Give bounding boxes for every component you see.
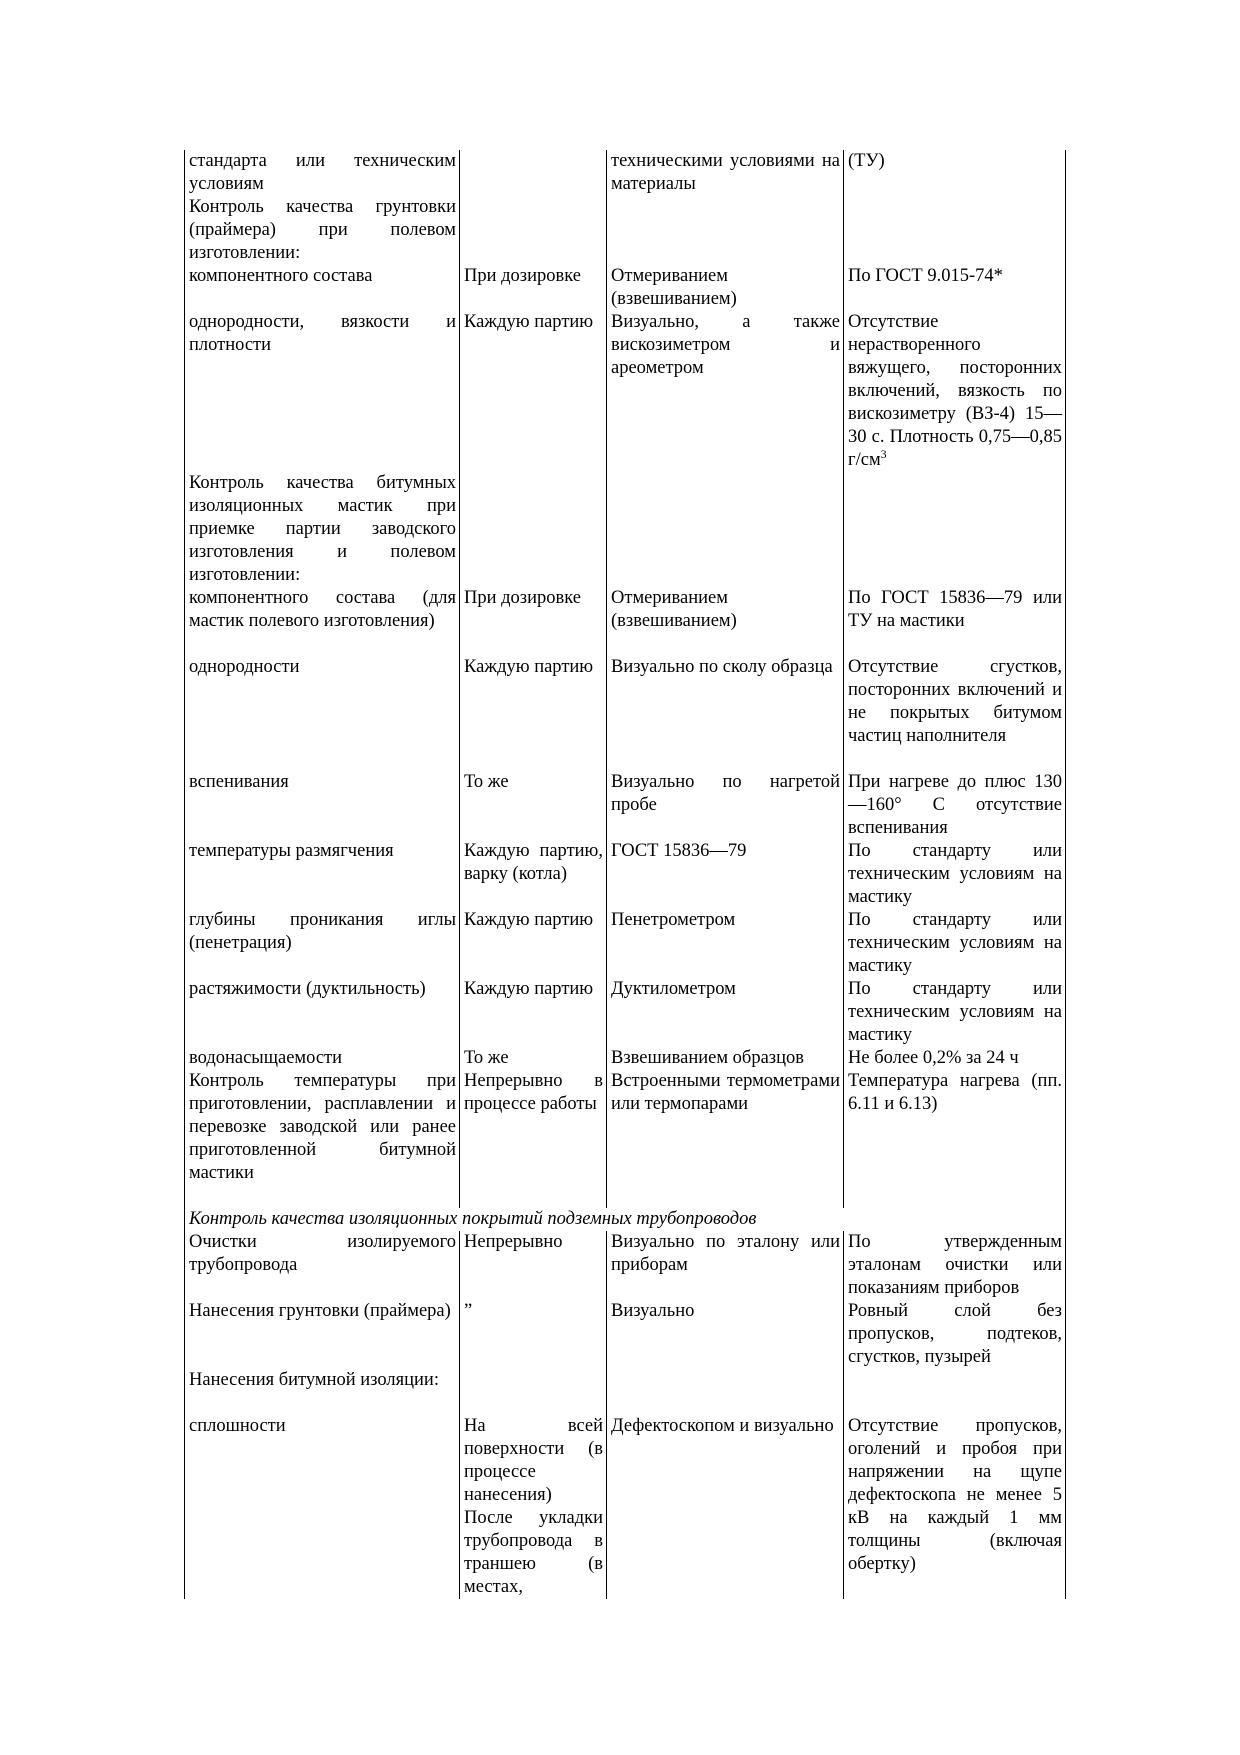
table-cell: вспенивания <box>185 771 460 840</box>
table-cell: ” <box>460 1300 607 1369</box>
table-cell: Отсутствие пропусков, оголений и пробоя при напряжении на щупе дефектоскопа не менее 5 кВ на каждый 1 мм толщины (включая обертку) <box>844 1415 1066 1599</box>
table-row <box>185 1415 1066 1599</box>
table-cell: По стандарту или техническим условиям на мастику <box>844 909 1066 978</box>
table-cell: При нагреве до плюс 130—160° С отсутствие вспенивания <box>844 771 1066 840</box>
table-row <box>185 909 1066 978</box>
table-cell: По утвержденным эталонам очистки или показаниям приборов <box>844 1231 1066 1300</box>
table-cell: Визуально по сколу образца <box>607 656 844 771</box>
table-cell <box>460 150 607 196</box>
table-cell: По стандарту или техническим условиям на мастику <box>844 840 1066 909</box>
table-cell <box>460 196 607 265</box>
table-row <box>185 587 1066 656</box>
table-cell: компонентного состава (для мастик полевого изготовления) <box>185 587 460 656</box>
table-cell: водонасыщаемости <box>185 1047 460 1070</box>
table-cell: Визуально, а также вискозиметром и ареометром <box>607 311 844 472</box>
table-cell: По стандарту или техническим условиям на мастику <box>844 978 1066 1047</box>
table-cell <box>844 196 1066 265</box>
table-cell <box>607 1369 844 1415</box>
table-cell: (ТУ) <box>844 150 1066 196</box>
table-cell: Визуально <box>607 1300 844 1369</box>
table-row <box>185 472 1066 587</box>
table-row <box>185 840 1066 909</box>
table-cell: Каждую партию, варку (котла) <box>460 840 607 909</box>
table-cell: То же <box>460 771 607 840</box>
table-cell: Каждую партию <box>460 311 607 472</box>
table-cell: На всей поверхности (в процессе нанесения) После укладки трубопровода в траншею (в местах, <box>460 1415 607 1599</box>
table-cell: Отмериванием (взвешиванием) <box>607 587 844 656</box>
table-cell: Визуально по эталону или приборам <box>607 1231 844 1300</box>
table-row <box>185 656 1066 771</box>
table-cell: По ГОСТ 15836—79 или ТУ на мастики <box>844 587 1066 656</box>
table-row <box>185 265 1066 311</box>
density-unit-superscript: 3 <box>880 446 887 461</box>
table-row <box>185 771 1066 840</box>
table-row <box>185 1231 1066 1300</box>
table-cell: При дозировке <box>460 265 607 311</box>
table-cell: Каждую партию <box>460 909 607 978</box>
table-cell: Визуально по нагретой пробе <box>607 771 844 840</box>
table-cell: растяжимости (дуктильность) <box>185 978 460 1047</box>
table-row <box>185 1300 1066 1369</box>
table-cell <box>460 1369 607 1415</box>
table-cell: Непрерывно в процессе работы <box>460 1070 607 1208</box>
table-cell: То же <box>460 1047 607 1070</box>
table-cell: Отмериванием (взвешиванием) <box>607 265 844 311</box>
table-cell <box>607 472 844 587</box>
table-cell: сплошности <box>185 1415 460 1599</box>
table-cell <box>844 1369 1066 1415</box>
table-cell: Не более 0,2% за 24 ч <box>844 1047 1066 1070</box>
table-cell: По ГОСТ 9.015-74* <box>844 265 1066 311</box>
table-cell: Контроль температуры при приготовлении, расплавлении и перевозке заводской или ранее приготовленной битумной мастики <box>185 1070 460 1208</box>
inspection-table <box>184 150 1066 1599</box>
table-cell <box>844 311 1066 472</box>
table-cell: глубины проникания иглы (пенетрация) <box>185 909 460 978</box>
table-cell: Взвешиванием образцов <box>607 1047 844 1070</box>
table-cell: Каждую партию <box>460 978 607 1047</box>
table-cell: Пенетрометром <box>607 909 844 978</box>
table-cell: компонентного состава <box>185 265 460 311</box>
table-cell: Очистки изолируемого трубопровода <box>185 1231 460 1300</box>
density-text: Отсутствие нерастворенного вяжущего, посторонних включений, вязкость по вискозиметру (ВЗ-4) 15—30 с. Плотность 0,75—0,85 г/см <box>848 312 1062 470</box>
table-cell: При дозировке <box>460 587 607 656</box>
table-row <box>185 311 1066 472</box>
table-cell: однородности, вязкости и плотности <box>185 311 460 472</box>
table-cell: Нанесения грунтовки (праймера) <box>185 1300 460 1369</box>
table-cell: Каждую партию <box>460 656 607 771</box>
table-cell: Непрерывно <box>460 1231 607 1300</box>
table-cell: температуры размягчения <box>185 840 460 909</box>
section-heading: Контроль качества изоляционных покрытий подземных трубопроводов <box>185 1208 1066 1231</box>
table-cell: Нанесения битумной изоляции: <box>185 1369 460 1415</box>
table-cell: Дуктилометром <box>607 978 844 1047</box>
table-cell: техническими условиями на материалы <box>607 150 844 196</box>
table-cell: однородности <box>185 656 460 771</box>
table-cell: Температура нагрева (пп. 6.11 и 6.13) <box>844 1070 1066 1208</box>
table-cell: Ровный слой без пропусков, подтеков, сгустков, пузырей <box>844 1300 1066 1369</box>
table-row <box>185 1047 1066 1070</box>
table-row <box>185 150 1066 196</box>
table-row <box>185 196 1066 265</box>
table-row <box>185 1070 1066 1208</box>
table-cell: Отсутствие сгустков, посторонних включений и не покрытых битумом частиц наполнителя <box>844 656 1066 771</box>
table-cell <box>844 472 1066 587</box>
table-cell: Контроль качества грунтовки (праймера) при полевом изготовлении: <box>185 196 460 265</box>
table-row <box>185 1369 1066 1415</box>
table-cell <box>460 472 607 587</box>
table-cell: Контроль качества битумных изоляционных мастик при приемке партии заводского изготовления и полевом изготовлении: <box>185 472 460 587</box>
table-cell: Встроенными термометрами или термопарами <box>607 1070 844 1208</box>
section-heading-row <box>185 1208 1066 1231</box>
table-cell: стандарта или техническим условиям <box>185 150 460 196</box>
table-cell: Дефектоскопом и визуально <box>607 1415 844 1599</box>
table-cell <box>607 196 844 265</box>
table-row <box>185 978 1066 1047</box>
table-cell: ГОСТ 15836—79 <box>607 840 844 909</box>
